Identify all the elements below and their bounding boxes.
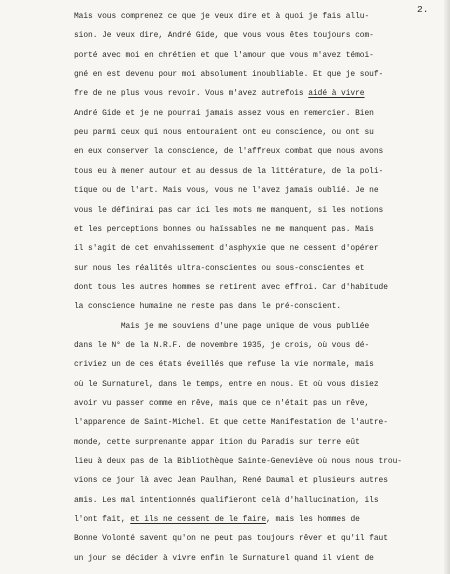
text-line: vous le définirai pas car ici les mots me manquent, si les notions — [74, 205, 384, 215]
text-line: l'ont fait, et ils ne cessent de le faire, mais les hommes de — [74, 515, 360, 525]
text-line: sion. Je veux dire, André Gide, que vous vous êtes toujours com- — [74, 31, 374, 41]
text-line: amis. Les mal intentionnés qualifieront celà d'hallucination, ils — [74, 495, 379, 505]
text-line: criviez un de ces états éveillés que refuse la vie normale, mais — [74, 360, 374, 370]
underlined-phrase: aidé à vivre — [308, 89, 365, 99]
text-line: vions ce jour là avec Jean Paulhan, René Daumal et plusieurs autres — [74, 476, 388, 486]
page-number: 2. — [417, 4, 429, 15]
text-line: André Gide et je ne pourrai jamais assez vous en remercier. Bien — [74, 108, 374, 118]
text-line: dans le N° de la N.R.F. de novembre 1935, je crois, où vous dé- — [74, 340, 370, 350]
text-line: où le Surnaturel, dans le temps, entre en nous. Et où vous disiez — [74, 379, 379, 389]
text-line: sur nous les réalités ultra-conscientes ou sous-conscientes et — [74, 263, 365, 273]
text-line: gné en est devenu pour moi absolument inoubliable. Et que je souf- — [74, 70, 384, 80]
text-line: dont tous les autres hommes se retirent avec effroi. Car d'habitude — [74, 282, 388, 292]
text-line: la conscience humaine ne reste pas dans le pré-conscient. — [74, 302, 342, 312]
underlined-phrase: et ils ne cessent de le faire — [130, 515, 267, 525]
text-line: Mais vous comprenez ce que je veux dire et à quoi je fais allu- — [74, 12, 370, 21]
text-line: avoir vu passer comme en rêve, mais que ce n'était pas un rêve, — [74, 399, 370, 408]
text-line: Mais je me souviens d'une page unique de vous publiée — [74, 321, 370, 331]
text-line: un jour se décider à vivre enfin le Surnaturel quand il vient de — [74, 553, 374, 563]
text-line: tous eu à mener autour et au dessus de la littérature, de la poli- — [74, 166, 384, 176]
text-line: tique ou de l'art. Mais vous, vous ne l'avez jamais oublié. Je ne — [74, 186, 379, 196]
text-line: et les perceptions bonnes ou haïssables ne me manquent pas. Mais — [74, 224, 374, 234]
text-line: monde, cette surprenante appar ition du Paradis sur terre eût — [74, 437, 360, 447]
text-line: il s'agit de cet envahissement d'asphyxie que ne cessent d'opérer — [74, 244, 379, 254]
text-line: en eux conserver la conscience, de l'affreux combat que nous avons — [74, 147, 384, 157]
text-line: peu parmi ceux qui nous entouraient ont eu conscience, ou ont su — [74, 128, 374, 138]
text-line: fre de ne plus vous revoir. Vous m'avez autrefois aidé à vivre — [74, 89, 365, 99]
text-line: Bonne Volonté savent qu'on ne peut pas toujours rêver et qu'il faut — [74, 534, 388, 544]
text-line: l'apparence de Saint-Michel. Et que cette Manifestation de l'autre- — [74, 418, 388, 428]
text-line: porté avec moi en chrétien et que l'amour que vous m'avez témoi- — [74, 50, 374, 60]
text-line: lieu à deux pas de la Bibliothèque Sainte-Geneviève où nous nous trou- — [74, 457, 402, 467]
